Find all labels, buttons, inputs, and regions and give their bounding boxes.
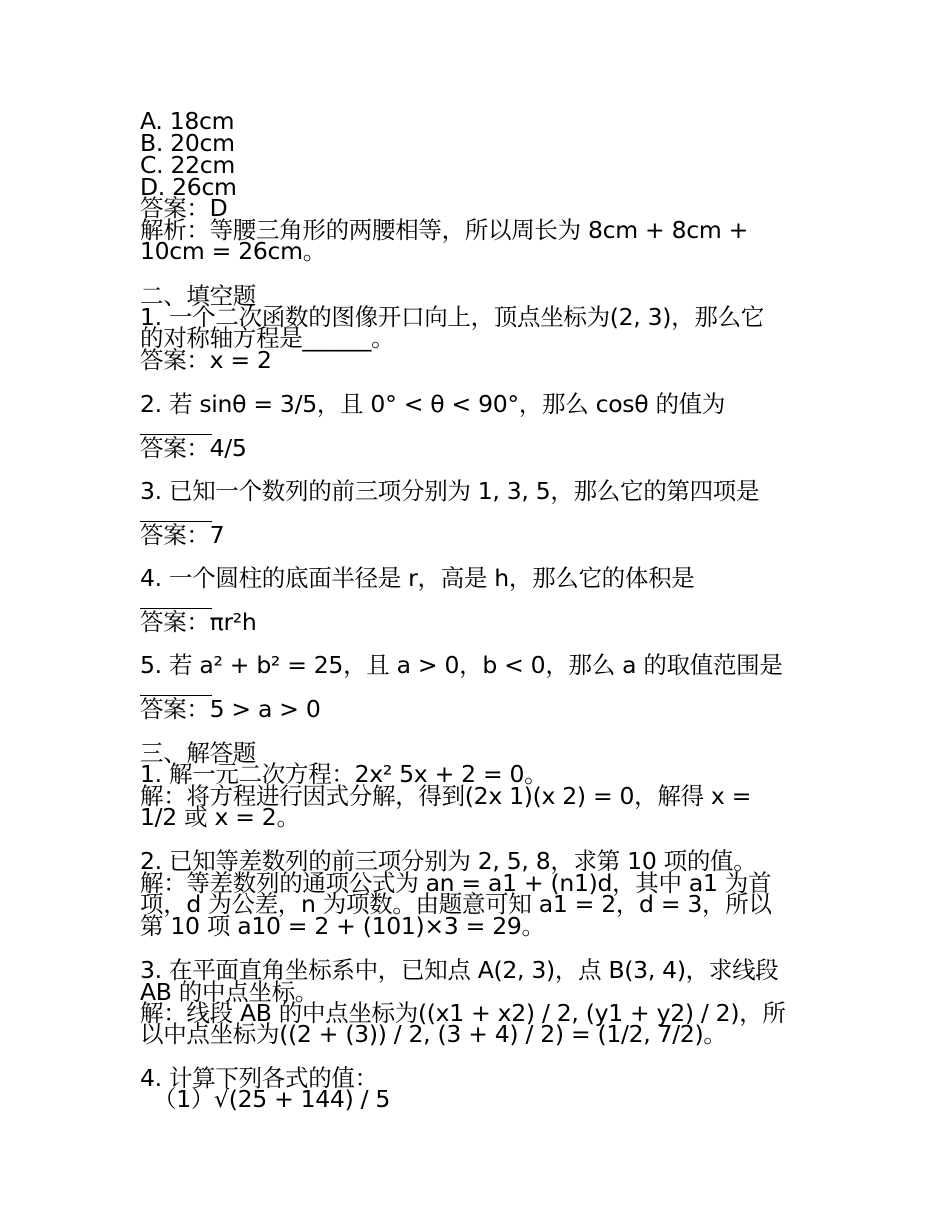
fill-q4-question: 4. 一个圆柱的底面半径是 r，高是 h，那么它的体积是 <box>140 564 695 592</box>
solve-q3-solution-line-1: 解：线段 AB 的中点坐标为((x1 + x2) / 2, (y1 + y2) / 2)，所 <box>140 999 786 1027</box>
solve-q4-sub-1: （1）√(25 + 144) / 5 <box>153 1085 391 1113</box>
section-heading-solve: 三、解答题 <box>140 739 256 767</box>
solve-q1-solution-line-2: 1/2 或 x = 2。 <box>140 803 300 831</box>
choice-b: B. 20cm <box>140 129 235 157</box>
fill-q2-answer: 答案：4/5 <box>140 434 247 462</box>
fill-q4-answer: 答案：πr²h <box>140 608 257 636</box>
solve-q3-line-1: 3. 在平面直角坐标系中，已知点 A(2, 3)，点 B(3, 4)，求线段 <box>140 956 779 984</box>
fill-q1-line-1: 1. 一个二次函数的图像开口向上，顶点坐标为(2, 3)，那么它 <box>140 303 764 331</box>
solve-q3-line-2: AB 的中点坐标。 <box>140 978 318 1006</box>
fill-q5-answer: 答案：5 > a > 0 <box>140 695 321 723</box>
solve-q3-solution-line-2: 以中点坐标为((2 + (3)) / 2, (3 + 4) / 2) = (1/2, 7/2)。 <box>140 1020 727 1048</box>
section-heading-fill: 二、填空题 <box>140 282 256 310</box>
fill-q1-line-2: 的对称轴方程是______。 <box>140 324 395 352</box>
fill-q2-question: 2. 若 sinθ = 3/5，且 0° < θ < 90°，那么 cosθ 的值为 <box>140 390 726 418</box>
solve-q2-solution-line-3: 第 10 项 a10 = 2 + (101)×3 = 29。 <box>140 912 545 940</box>
fill-q3-answer: 答案：7 <box>140 521 225 549</box>
prev-analysis-line-2: 10cm = 26cm。 <box>140 237 326 265</box>
solve-q1-question: 1. 解一元二次方程：2x² 5x + 2 = 0。 <box>140 760 548 788</box>
fill-q1-answer: 答案：x = 2 <box>140 346 272 374</box>
solve-q2-solution-line-2: 项，d 为公差，n 为项数。由题意可知 a1 = 2，d = 3，所以 <box>140 890 772 918</box>
choice-d: D. 26cm <box>140 173 237 201</box>
prev-answer: 答案：D <box>140 194 228 222</box>
choice-a: A. 18cm <box>140 107 235 135</box>
fill-q5-question: 5. 若 a² + b² = 25，且 a > 0，b < 0，那么 a 的取值范围是 <box>140 651 783 679</box>
choice-c: C. 22cm <box>140 151 235 179</box>
solve-q4-question: 4. 计算下列各式的值： <box>140 1064 378 1092</box>
prev-analysis-line-1: 解析：等腰三角形的两腰相等，所以周长为 8cm + 8cm + <box>140 216 748 244</box>
solve-q2-question: 2. 已知等差数列的前三项分别为 2, 5, 8，求第 10 项的值。 <box>140 847 757 875</box>
solve-q2-solution-line-1: 解：等差数列的通项公式为 an = a1 + (n1)d，其中 a1 为首 <box>140 869 772 897</box>
fill-q3-question: 3. 已知一个数列的前三项分别为 1, 3, 5，那么它的第四项是 <box>140 477 760 505</box>
solve-q1-solution-line-1: 解：将方程进行因式分解，得到(2x 1)(x 2) = 0，解得 x = <box>140 782 752 810</box>
